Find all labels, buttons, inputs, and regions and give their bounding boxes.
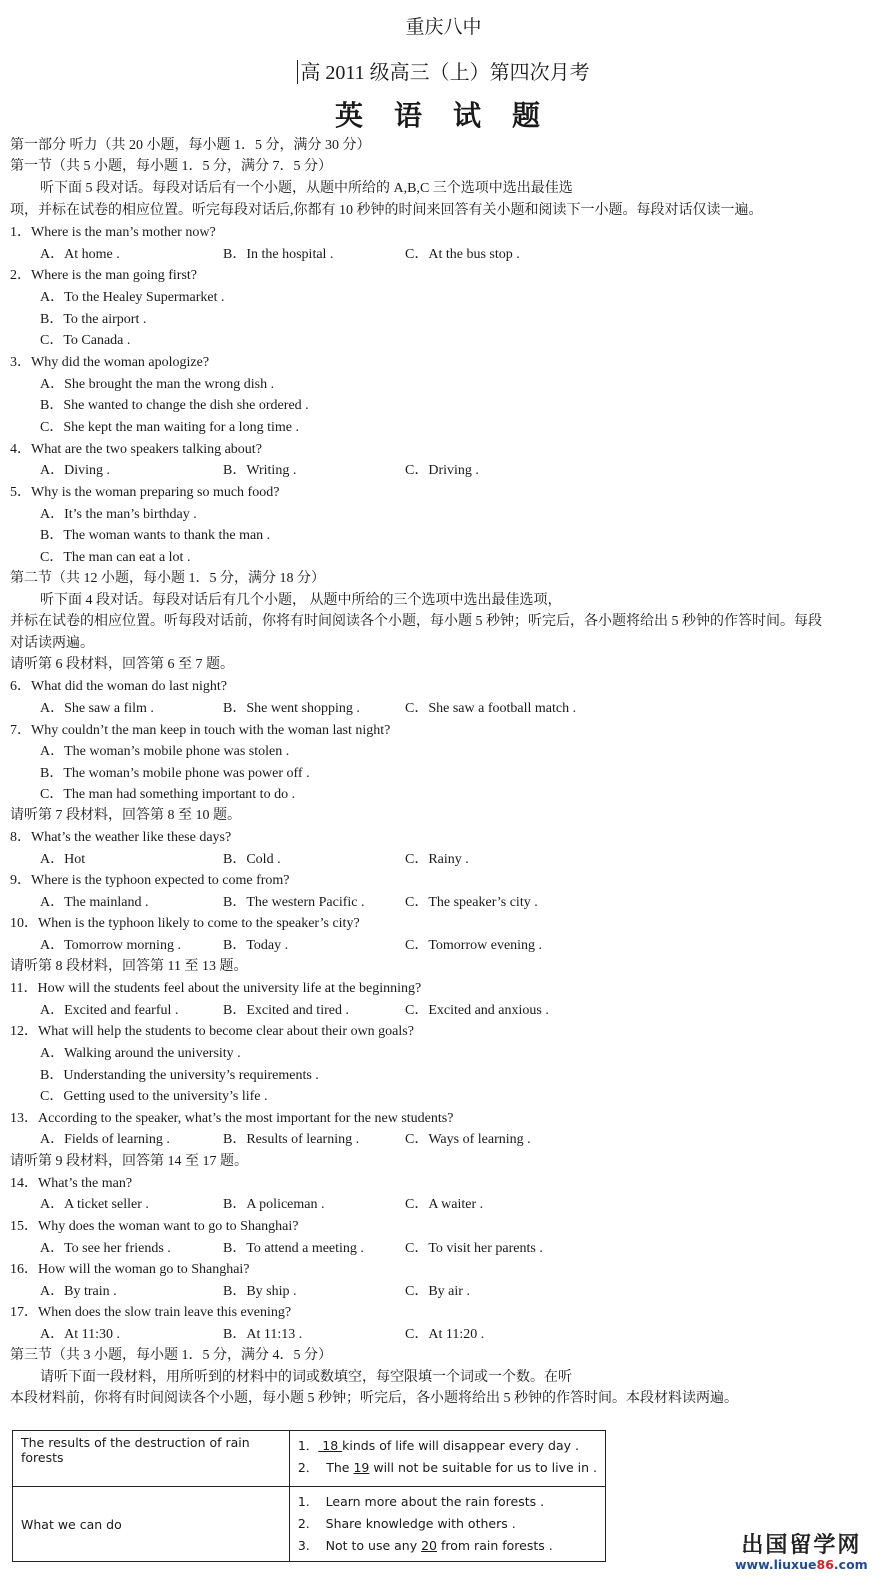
option-b: B．Understanding the university’s requirements . — [40, 1068, 319, 1083]
row-label: What we can do — [13, 1487, 290, 1562]
exam-title — [0, 56, 887, 85]
item-number: 2． — [297, 1460, 319, 1475]
table-row — [13, 1431, 606, 1487]
option-a: A．A ticket seller . — [40, 1197, 149, 1212]
question-stem: 16．How will the woman go to Shanghai? — [10, 1262, 250, 1277]
watermark-logo — [735, 1528, 868, 1572]
option-a: A．It’s the man’s birthday . — [40, 507, 197, 522]
material-7-heading: 请听第 7 段材料，回答第 8 至 10 题。 — [10, 808, 241, 823]
table-row — [13, 1487, 606, 1562]
option-b: B．Writing . — [223, 463, 297, 478]
question-stem: 10．When is the typhoon likely to come to the speaker’s city? — [10, 916, 360, 931]
option-b: B．Excited and tired . — [223, 1003, 349, 1018]
url-part-red: 86 — [816, 1557, 834, 1572]
question-stem: 7．Why couldn’t the man keep in touch with the woman last night? — [10, 723, 391, 738]
option-b: B．A policeman . — [223, 1197, 325, 1212]
school-name: 重庆八中 — [405, 17, 482, 38]
option-c: C．Getting used to the university’s life . — [40, 1089, 268, 1104]
item-text: from rain forests . — [437, 1538, 553, 1553]
option-a: A．To the Healey Supermarket . — [40, 290, 225, 305]
list-item — [298, 1457, 597, 1479]
url-part: www.liuxue — [735, 1557, 817, 1572]
option-a: A．Hot — [40, 852, 86, 867]
option-c: C．The man can eat a lot . — [40, 550, 191, 565]
option-b: B．Cold . — [223, 852, 281, 867]
option-a: A．Diving . — [40, 463, 110, 478]
question-stem: 11．How will the students feel about the university life at the beginning? — [10, 981, 422, 996]
option-c: C．To visit her parents . — [405, 1241, 543, 1256]
watermark-url — [735, 1557, 868, 1572]
list-item: 2. Share knowledge with others . — [297, 1516, 516, 1531]
row-label: The results of the destruction of rain forests — [13, 1431, 290, 1487]
subject-title: 英 语 试 题 — [334, 101, 552, 132]
option-b: B．To the airport . — [40, 312, 147, 327]
option-b: B．Results of learning . — [223, 1132, 360, 1147]
question-stem: 1．Where is the man’s mother now? — [10, 225, 216, 240]
part1-title: 第一部分 听力（共 20 小题，每小题 1．5 分，满分 30 分） — [10, 138, 371, 153]
option-c: C．The man had something important to do . — [40, 787, 296, 802]
exam-title-text: 高 2011 级高三（上）第四次月考 — [300, 62, 590, 84]
blank-18: 18 — [318, 1438, 343, 1453]
section3-instruction: 请听下面一段材料，用所听到的材料中的词或数填空，每空限填一个词或一个数。在听 — [40, 1370, 572, 1385]
item-text: 3. Not to use any — [297, 1538, 422, 1553]
material-9-heading: 请听第 9 段材料，回答第 14 至 17 题。 — [10, 1154, 248, 1169]
option-a: A．The mainland . — [40, 895, 149, 910]
option-c: C．Ways of learning . — [405, 1132, 531, 1147]
option-b: B．By ship . — [223, 1284, 297, 1299]
option-b: B．In the hospital . — [223, 247, 334, 262]
list-item — [298, 1535, 597, 1557]
section3-instruction-cont: 本段材料前，你将有时间阅读各个小题，每小题 5 秒钟；听完后，各小题将给出 5 秒钟的作答时间。本段材料读两遍。 — [10, 1391, 738, 1406]
url-part: .com — [833, 1557, 868, 1572]
option-b: B．She went shopping . — [223, 701, 360, 716]
watermark-site-name: 出国留学网 — [741, 1533, 862, 1558]
option-c: C．A waiter . — [405, 1197, 484, 1212]
question-stem: 17．When does the slow train leave this evening? — [10, 1305, 292, 1320]
option-b: B．At 11:13 . — [223, 1327, 303, 1342]
list-item — [298, 1435, 597, 1457]
material-8-heading: 请听第 8 段材料，回答第 11 至 13 题。 — [10, 959, 248, 974]
section1-instruction: 听下面 5 段对话。每段对话后有一个小题，从题中所给的 A,B,C 三个选项中选出最佳选 — [40, 181, 573, 196]
question-stem: 2．Where is the man going first? — [10, 268, 198, 283]
blank-20: 20 — [421, 1538, 438, 1553]
section2-instruction-cont2: 对话读两遍。 — [10, 636, 94, 651]
item-text: will not be suitable for us to live in . — [369, 1460, 597, 1475]
item-text: The — [326, 1460, 354, 1475]
section1-instruction-cont: 项，并标在试卷的相应位置。听完每段对话后,你都有 10 秒钟的时间来回答有关小题和阅读下一小题。每段对话仅读一遍。 — [10, 203, 763, 218]
question-stem: 6．What did the woman do last night? — [10, 679, 227, 694]
option-b: B．The western Pacific . — [223, 895, 365, 910]
option-b: B．Today . — [223, 938, 289, 953]
row-items — [289, 1487, 605, 1562]
option-c: C．At the bus stop . — [405, 247, 520, 262]
question-stem: 8．What’s the weather like these days? — [10, 830, 232, 845]
item-number: 1． — [297, 1438, 319, 1453]
text-cursor — [297, 60, 298, 84]
question-stem: 15．Why does the woman want to go to Shanghai? — [10, 1219, 299, 1234]
option-b: B．The woman’s mobile phone was power off . — [40, 766, 310, 781]
option-c: C．Tomorrow evening . — [405, 938, 543, 953]
option-a: A．The woman’s mobile phone was stolen . — [40, 744, 290, 759]
option-c: C．Driving . — [405, 463, 479, 478]
question-stem: 13．According to the speaker, what’s the most important for the new students? — [10, 1111, 454, 1126]
section2-title: 第二节（共 12 小题，每小题 1．5 分，满分 18 分） — [10, 571, 325, 586]
question-stem: 5．Why is the woman preparing so much food? — [10, 485, 280, 500]
option-c: C．To Canada . — [40, 333, 131, 348]
question-stem: 3．Why did the woman apologize? — [10, 355, 210, 370]
option-a: A．She saw a film . — [40, 701, 154, 716]
question-stem: 14．What’s the man? — [10, 1176, 133, 1191]
section1-title: 第一节（共 5 小题，每小题 1．5 分，满分 7．5 分） — [10, 159, 332, 174]
row-items — [289, 1431, 605, 1487]
section3-title: 第三节（共 3 小题，每小题 1．5 分，满分 4．5 分） — [10, 1348, 332, 1363]
option-a: A．She brought the man the wrong dish . — [40, 377, 275, 392]
option-a: A．Excited and fearful . — [40, 1003, 179, 1018]
question-stem: 4．What are the two speakers talking about? — [10, 442, 262, 457]
option-b: B．The woman wants to thank the man . — [40, 528, 271, 543]
option-c: C．At 11:20 . — [405, 1327, 485, 1342]
list-item: 1. Learn more about the rain forests . — [297, 1494, 545, 1509]
section2-instruction-cont: 并标在试卷的相应位置。听每段对话前，你将有时间阅读各个小题，每小题 5 秒钟；听完后，各小题将给出 5 秒钟的作答时间。每段 — [10, 614, 822, 629]
option-a: A．To see her friends . — [40, 1241, 171, 1256]
material-6-heading: 请听第 6 段材料，回答第 6 至 7 题。 — [10, 657, 234, 672]
section2-instruction: 听下面 4 段对话。每段对话后有几个小题， 从题中所给的三个选项中选出最佳选项， — [40, 593, 562, 608]
blank-19: 19 — [353, 1460, 370, 1475]
option-c: C．The speaker’s city . — [405, 895, 538, 910]
option-c: C．Excited and anxious . — [405, 1003, 549, 1018]
option-b: B．She wanted to change the dish she ordered . — [40, 398, 309, 413]
option-a: A．Fields of learning . — [40, 1132, 170, 1147]
option-c: C．She saw a football match . — [405, 701, 577, 716]
option-a: A．By train . — [40, 1284, 117, 1299]
fill-in-table — [12, 1430, 606, 1562]
question-stem: 9．Where is the typhoon expected to come from? — [10, 873, 290, 888]
option-c: C．She kept the man waiting for a long time . — [40, 420, 299, 435]
option-c: C．Rainy . — [405, 852, 469, 867]
option-a: A．Tomorrow morning . — [40, 938, 181, 953]
option-b: B．To attend a meeting . — [223, 1241, 364, 1256]
option-c: C．By air . — [405, 1284, 470, 1299]
item-text: kinds of life will disappear every day . — [342, 1438, 579, 1453]
option-a: A．Walking around the university . — [40, 1046, 241, 1061]
question-stem: 12．What will help the students to become clear about their own goals? — [10, 1024, 414, 1039]
option-a: A．At 11:30 . — [40, 1327, 120, 1342]
option-a: A．At home . — [40, 247, 120, 262]
